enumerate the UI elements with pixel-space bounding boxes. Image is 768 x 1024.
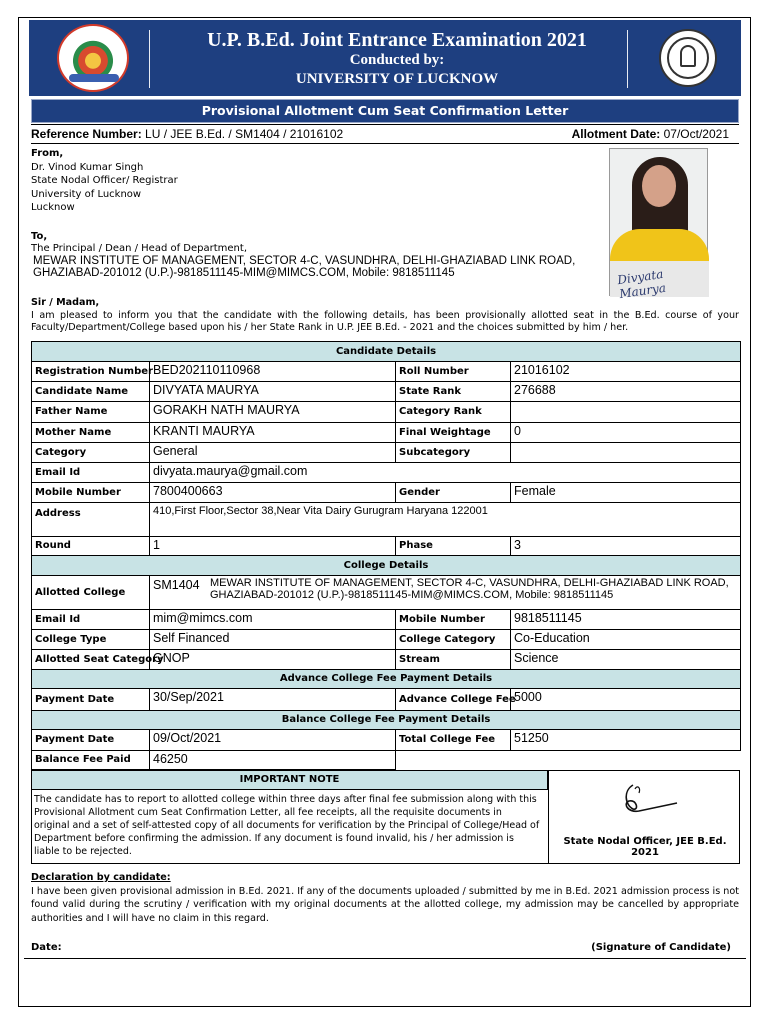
candidate-email: divyata.maurya@gmail.com bbox=[150, 463, 741, 483]
label-mobile-number: Mobile Number bbox=[32, 483, 150, 503]
subcategory bbox=[511, 443, 741, 463]
footer-rule bbox=[24, 958, 746, 959]
balance-fee-paid: 46250 bbox=[150, 751, 396, 770]
declaration-block bbox=[31, 871, 739, 925]
candidate-photo bbox=[609, 148, 708, 302]
label-stream: Stream bbox=[396, 650, 511, 670]
candidate-mobile: 7800400663 bbox=[150, 483, 396, 503]
label-email: Email Id bbox=[32, 463, 150, 483]
officer-signature-block bbox=[548, 771, 740, 863]
label-college-email: Email Id bbox=[32, 610, 150, 630]
officer-signature-icon bbox=[615, 781, 685, 817]
header-divider bbox=[149, 30, 150, 88]
label-phase: Phase bbox=[396, 537, 511, 556]
label-advance-college-fee: Advance College Fee bbox=[396, 689, 511, 711]
label-registration-number: Registration Number bbox=[32, 362, 150, 382]
section-advance-fee: Advance College Fee Payment Details bbox=[32, 670, 741, 689]
section-candidate-details: Candidate Details bbox=[32, 342, 741, 362]
father-name: GORAKH NATH MAURYA bbox=[150, 402, 396, 423]
label-balance-fee-paid: Balance Fee Paid bbox=[32, 751, 150, 770]
allotment-date: 07/Oct/2021 bbox=[663, 127, 729, 141]
state-rank: 276688 bbox=[511, 382, 741, 402]
label-roll-number: Roll Number bbox=[396, 362, 511, 382]
label-gender: Gender bbox=[396, 483, 511, 503]
label-candidate-name: Candidate Name bbox=[32, 382, 150, 402]
label-college-mobile: Mobile Number bbox=[396, 610, 511, 630]
college-name-address: MEWAR INSTITUTE OF MANAGEMENT, SECTOR 4-C, VASUNDHRA, DELHI-GHAZIABAD LINK ROAD, GHAZIABAD-201012 (U.P.)-9818511145-MIM@MIMCS.COM, Mobile: 9818511145 bbox=[210, 577, 729, 601]
important-note-heading: IMPORTANT NOTE bbox=[32, 771, 548, 790]
reference-value: LU / JEE B.Ed. / SM1404 / 21016102 bbox=[145, 127, 344, 141]
allotment-date-label: Allotment Date: bbox=[571, 127, 661, 141]
candidate-signature-image: Divyata Maurya bbox=[616, 266, 667, 302]
label-final-weightage: Final Weightage bbox=[396, 423, 511, 443]
label-total-college-fee: Total College Fee bbox=[396, 730, 511, 751]
label-subcategory: Subcategory bbox=[396, 443, 511, 463]
from-block bbox=[31, 147, 178, 215]
category: General bbox=[150, 443, 396, 463]
header-band bbox=[29, 20, 741, 96]
total-college-fee: 51250 bbox=[511, 730, 741, 751]
header-title-block bbox=[159, 28, 635, 89]
signature-label: (Signature of Candidate) bbox=[591, 942, 731, 953]
exam-title: U.P. B.Ed. Joint Entrance Examination 2021 bbox=[207, 29, 587, 51]
salutation-block bbox=[31, 297, 739, 335]
to-label: To, bbox=[31, 231, 48, 242]
label-advance-payment-date: Payment Date bbox=[32, 689, 150, 711]
conducted-by: Conducted by: bbox=[349, 52, 445, 68]
section-balance-fee: Balance College Fee Payment Details bbox=[32, 711, 741, 730]
header-divider bbox=[627, 30, 628, 88]
from-label: From, bbox=[31, 148, 64, 159]
university-seal-icon bbox=[57, 24, 129, 92]
label-college-type: College Type bbox=[32, 630, 150, 650]
label-state-rank: State Rank bbox=[396, 382, 511, 402]
important-note-box bbox=[31, 770, 740, 864]
label-college-category: College Category bbox=[396, 630, 511, 650]
allotted-seat-category: GNOP bbox=[150, 650, 396, 670]
date-label: Date: bbox=[31, 942, 62, 953]
salutation-body: I am pleased to inform you that the candidate with the following details, has been provisionally allotted seat in the B.Ed. course of your Faculty/Department/College based upon his / her State Rank in U.P. JEE B.Ed. - 2021 and the choices submitted by him / her. bbox=[31, 309, 739, 333]
reference-line bbox=[31, 124, 739, 144]
candidate-address: 410,First Floor,Sector 38,Near Vita Dairy Gurugram Haryana 122001 bbox=[150, 503, 741, 537]
category-rank bbox=[511, 402, 741, 423]
important-note-body: The candidate has to report to allotted college within three days after final fee submission along with this Provisional Allotment cum Seat Confirmation Letter, all fee receipts, all the requisite documents in original and a set of self-attested copy of all documents for verification by the Principal of College/Head of Department before confirming the admission. If any document is found invalid, his / her admission is liable to be rejected. bbox=[34, 794, 540, 857]
advance-payment-date: 30/Sep/2021 bbox=[150, 689, 396, 711]
balance-payment-date: 09/Oct/2021 bbox=[150, 730, 396, 751]
advance-college-fee: 5000 bbox=[511, 689, 741, 711]
to-block bbox=[31, 231, 591, 279]
greeting: Sir / Madam, bbox=[31, 297, 100, 308]
candidate-name: DIVYATA MAURYA bbox=[150, 382, 396, 402]
label-father-name: Father Name bbox=[32, 402, 150, 423]
from-line: Dr. Vinod Kumar Singh bbox=[31, 161, 144, 173]
label-mother-name: Mother Name bbox=[32, 423, 150, 443]
reference-label: Reference Number: bbox=[31, 127, 142, 141]
from-line: University of Lucknow bbox=[31, 188, 142, 200]
from-line: Lucknow bbox=[31, 202, 75, 213]
declaration-body: I have been given provisional admission in B.Ed. 2021. If any of the documents uploaded / submitted by me in B.Ed. 2021 admission process is not found valid during the scrutiny / verification with my original documents at the allotted college, my admission may be cancelled by appropriate authorities and I will have no claim in this regard. bbox=[31, 885, 739, 924]
gender: Female bbox=[511, 483, 741, 503]
label-allotted-college: Allotted College bbox=[32, 576, 150, 610]
mother-name: KRANTI MAURYA bbox=[150, 423, 396, 443]
final-weightage: 0 bbox=[511, 423, 741, 443]
label-allotted-seat-category: Allotted Seat Category bbox=[32, 650, 150, 670]
stream: Science bbox=[511, 650, 741, 670]
college-code: SM1404 bbox=[153, 578, 200, 592]
allotted-college bbox=[150, 576, 741, 610]
label-address: Address bbox=[32, 503, 150, 537]
label-category-rank: Category Rank bbox=[396, 402, 511, 423]
label-balance-payment-date: Payment Date bbox=[32, 730, 150, 751]
declaration-heading: Declaration by candidate: bbox=[31, 872, 171, 883]
college-type: Self Financed bbox=[150, 630, 396, 650]
label-round: Round bbox=[32, 537, 150, 556]
letter-title: Provisional Allotment Cum Seat Confirmation Letter bbox=[31, 99, 739, 123]
to-line: The Principal / Dean / Head of Department, bbox=[31, 243, 247, 254]
from-line: State Nodal Officer/ Registrar bbox=[31, 175, 178, 186]
phase: 3 bbox=[511, 537, 741, 556]
college-email: mim@mimcs.com bbox=[150, 610, 396, 630]
roll-number: 21016102 bbox=[511, 362, 741, 382]
college-mobile: 9818511145 bbox=[511, 610, 741, 630]
details-table bbox=[31, 341, 741, 770]
college-category: Co-Education bbox=[511, 630, 741, 650]
to-address-line: MEWAR INSTITUTE OF MANAGEMENT, SECTOR 4-C, VASUNDHRA, DELHI-GHAZIABAD LINK ROAD, bbox=[33, 255, 576, 267]
label-category: Category bbox=[32, 443, 150, 463]
section-college-details: College Details bbox=[32, 556, 741, 576]
officer-title: State Nodal Officer, JEE B.Ed. 2021 bbox=[563, 836, 727, 858]
university-name: UNIVERSITY OF LUCKNOW bbox=[295, 71, 499, 87]
registration-number: BED202110110968 bbox=[150, 362, 396, 382]
to-address-line: GHAZIABAD-201012 (U.P.)-9818511145-MIM@MIMCS.COM, Mobile: 9818511145 bbox=[33, 267, 455, 279]
footer-line bbox=[31, 942, 739, 953]
round: 1 bbox=[150, 537, 396, 556]
up-government-emblem-icon bbox=[659, 29, 717, 87]
